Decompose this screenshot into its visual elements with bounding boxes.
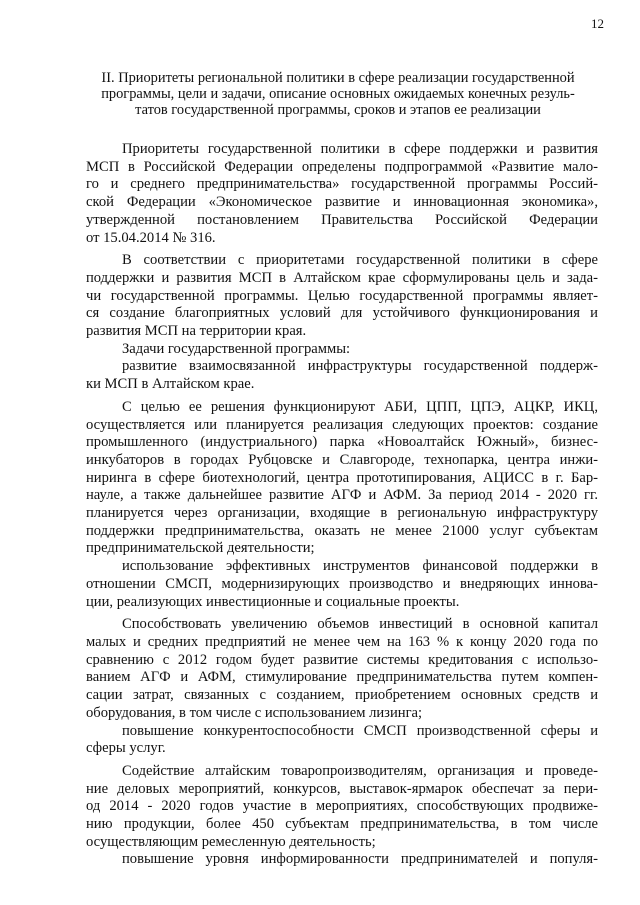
text-line: предпринимательской деятельности;: [86, 540, 315, 557]
body-text: [86, 141, 598, 869]
text-line: го и среднего предпринимательства» государственной программы Россий-: [86, 176, 598, 193]
text-line: сации затрат, связанных с созданием, приобретением основных средств и: [86, 687, 598, 704]
text-line: ской Федерации «Экономическое развитие и инновационная экономика»,: [86, 194, 598, 211]
paragraph: [86, 558, 598, 611]
text-line: МСП в Российской Федерации определены подпрограммой «Развитие мало-: [86, 158, 598, 175]
paragraph: [86, 358, 598, 393]
text-line: ние деловых мероприятий, конкурсов, выставок-ярмарок обеспечат за пери-: [86, 780, 598, 797]
text-line: Задачи государственной программы:: [122, 340, 351, 357]
text-line: развитие взаимосвязанной инфраструктуры государственной поддерж-: [122, 358, 598, 375]
heading-line: татов государственной программы, сроков и этапов ее реализации: [135, 102, 541, 118]
text-line: В соответствии с приоритетами государственной политики в сфере: [122, 252, 598, 269]
text-line: от 15.04.2014 № 316.: [86, 229, 216, 246]
text-line: ванием АГФ и АФМ, стимулирование предпринимательства путем компен-: [86, 669, 598, 686]
paragraph: [86, 399, 598, 558]
text-line: планируется через организации, входящие в региональную инфраструктуру: [86, 505, 598, 522]
text-line: повышение конкурентоспособности СМСП производственной сферы и: [122, 722, 598, 739]
text-line: промышленного (индустриального) парка «Новоалтайск Южный», бизнес-: [86, 434, 598, 451]
page-number: 12: [591, 16, 604, 31]
text-line: сравнению с 2012 годом будет развитие системы кредитования с использо-: [86, 651, 598, 668]
paragraph: [86, 252, 598, 341]
text-line: нию продукции, более 450 субъектам предпринимательства, в том числе: [86, 816, 598, 833]
text-line: ся создание благоприятных условий для устойчивого функционирования и: [86, 305, 598, 322]
heading-line: программы, цели и задачи, описание основных ожидаемых конечных резуль-: [101, 86, 575, 102]
text-line: Способствовать увеличению объемов инвестиций в основной капитал: [122, 616, 598, 633]
text-line: ниринга в сфере биотехнологий, центра прототипирования, АЦИСС в г. Бар-: [86, 469, 598, 486]
text-line: развития МСП на территории края.: [86, 323, 307, 340]
paragraph: [86, 763, 598, 852]
text-line: осуществляется или планируется реализация следующих проектов: создание: [86, 416, 598, 433]
text-line: осуществляющим ремесленную деятельность;: [86, 833, 376, 850]
text-line: науле, а также дальнейшее развитие АГФ и АФМ. За период 2014 - 2020 гг.: [86, 487, 598, 504]
text-line: сферы услуг.: [86, 740, 166, 757]
text-line: ки МСП в Алтайском крае.: [86, 376, 255, 393]
text-line: Содействие алтайским товаропроизводителям, организация и проведе-: [122, 762, 598, 779]
text-line: утвержденной постановлением Правительства Российской Федерации: [86, 211, 598, 228]
text-line: оборудования, в том числе с использованием лизинга;: [86, 704, 423, 721]
text-line: инкубаторов в городах Рубцовске и Славгороде, технопарка, центра инжи-: [86, 451, 598, 468]
text-line: поддержки предпринимательства, оказать не менее 21000 услуг субъектам: [86, 522, 598, 539]
text-line: ции, реализующих инвестиционные и социальные проекты.: [86, 593, 460, 610]
paragraph: [86, 723, 598, 758]
text-line: чи государственной программы. Целью государственной программы являет-: [86, 287, 598, 304]
heading-line: II. Приоритеты региональной политики в сфере реализации государственной: [101, 70, 575, 86]
text-line: малых и средних предприятий не менее чем на 163 % к концу 2020 года по: [86, 633, 598, 650]
text-line: использование эффективных инструментов финансовой поддержки в: [122, 558, 598, 575]
paragraph: [86, 616, 598, 722]
paragraph: [86, 341, 598, 359]
paragraph: [86, 851, 598, 869]
text-line: поддержки и развития МСП в Алтайском крае сформулированы цель и зада-: [86, 269, 598, 286]
text-line: С целью ее решения функционируют АБИ, ЦПП, ЦПЭ, АЦКР, ИКЦ,: [122, 398, 598, 415]
text-line: од 2014 - 2020 годов участие в мероприятиях, способствующих продвиже-: [86, 798, 598, 815]
text-line: Приоритеты государственной политики в сфере поддержки и развития: [122, 141, 598, 157]
text-line: повышение уровня информированности предпринимателей и популя-: [122, 851, 598, 868]
section-heading: [70, 70, 606, 118]
text-line: отношении СМСП, модернизирующих производство и внедряющих иннова-: [86, 575, 598, 592]
paragraph: [86, 141, 598, 247]
